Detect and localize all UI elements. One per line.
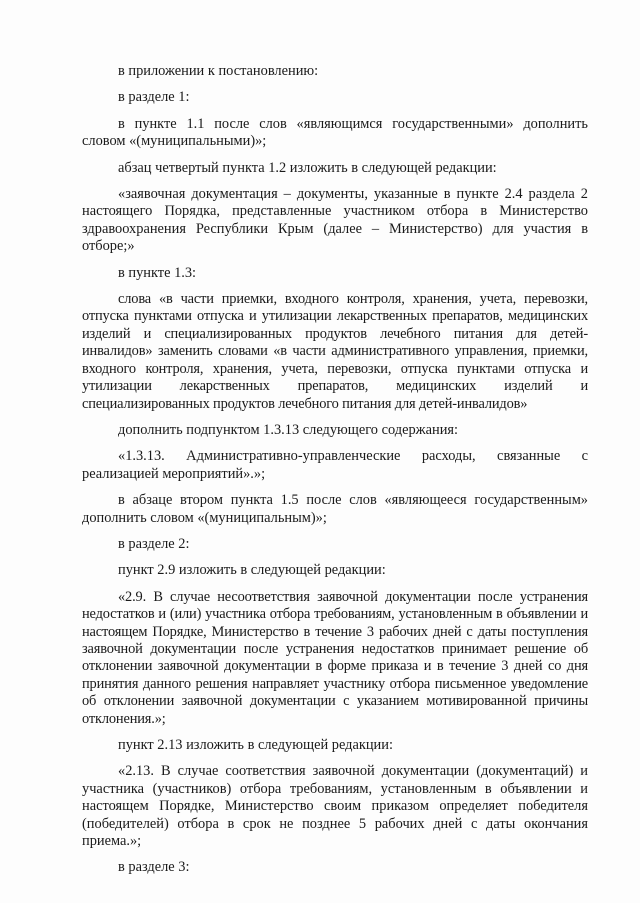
paragraph-section-2: в разделе 2: <box>118 535 190 552</box>
document-body <box>82 63 588 886</box>
paragraph-point-2-9-intro: пункт 2.9 изложить в следующей редакции: <box>118 562 386 579</box>
paragraph-point-1-1: в пункте 1.1 после слов «являющимся государственными» дополнить словом «(муниципальными)»; <box>82 115 588 150</box>
paragraph-subpoint-1-3-13: «1.3.13. Административно-управленческие расходы, связанные с реализацией мероприятий».»; <box>82 448 588 482</box>
paragraph-point-2-9: «2.9. В случае несоответствия заявочной документации после устранения недостатков и (или) участника отбора требованиям, установленным в объявлении и настоящем Порядке, Министерство в течение 3 рабочих дней с даты поступления заявочной документации после устранения недостатков принимает решение об отклонении заявочной документации в форме приказа и в течение 3 дней со дня принятия данного решения направляет участнику отбора письменное уведомление об отклонении заявочной документации с указанием мотивированной причины отклонения.»; <box>82 588 588 727</box>
paragraph-point-1-3: в пункте 1.3: <box>118 264 197 281</box>
paragraph-point-2-13-intro: пункт 2.13 изложить в следующей редакции: <box>118 737 393 753</box>
paragraph-application-docs: «заявочная документация – документы, указанные в пункте 2.4 раздела 2 настоящего Порядка, представленные участником отбора в Министерство здравоохранения Республики Крым (далее – Министерство) для участия в отборе;» <box>82 186 588 255</box>
paragraph-subpoint-add: дополнить подпунктом 1.3.13 следующего содержания: <box>118 421 459 438</box>
paragraph-section-3: в разделе 3: <box>118 859 190 876</box>
paragraph-words-replace: слова «в части приемки, входного контроля, хранения, учета, перевозки, отпуска пунктами отпуска и утилизации лекарственных препаратов, медицинских изделий и специализированных продуктов лечебного питания для детей-инвалидов» заменить словами «в части административного управления, приемки, входного контроля, хранения, учета, перевозки, отпуска пунктами отпуска и утилизации лекарственных препаратов, медицинских изделий и специализированных продуктов лечебного питания для детей-инвалидов» <box>82 291 588 412</box>
paragraph-appendix: в приложении к постановлению: <box>118 63 319 79</box>
paragraph-point-2-13: «2.13. В случае соответствия заявочной документации (документаций) и участника (участников) отбора требованиям, установленным в объявлении и настоящем Порядке, Министерство своим приказом определяет победителя (победителей) отбора в срок не позднее 5 рабочих дней с даты окончания приема.»; <box>82 763 588 850</box>
paragraph-point-1-2: абзац четвертый пункта 1.2 изложить в следующей редакции: <box>118 159 497 176</box>
paragraph-section-1: в разделе 1: <box>118 89 190 106</box>
paragraph-point-1-5: в абзаце втором пункта 1.5 после слов «являющееся государственным» дополнить словом «(муниципальным)»; <box>82 492 588 526</box>
